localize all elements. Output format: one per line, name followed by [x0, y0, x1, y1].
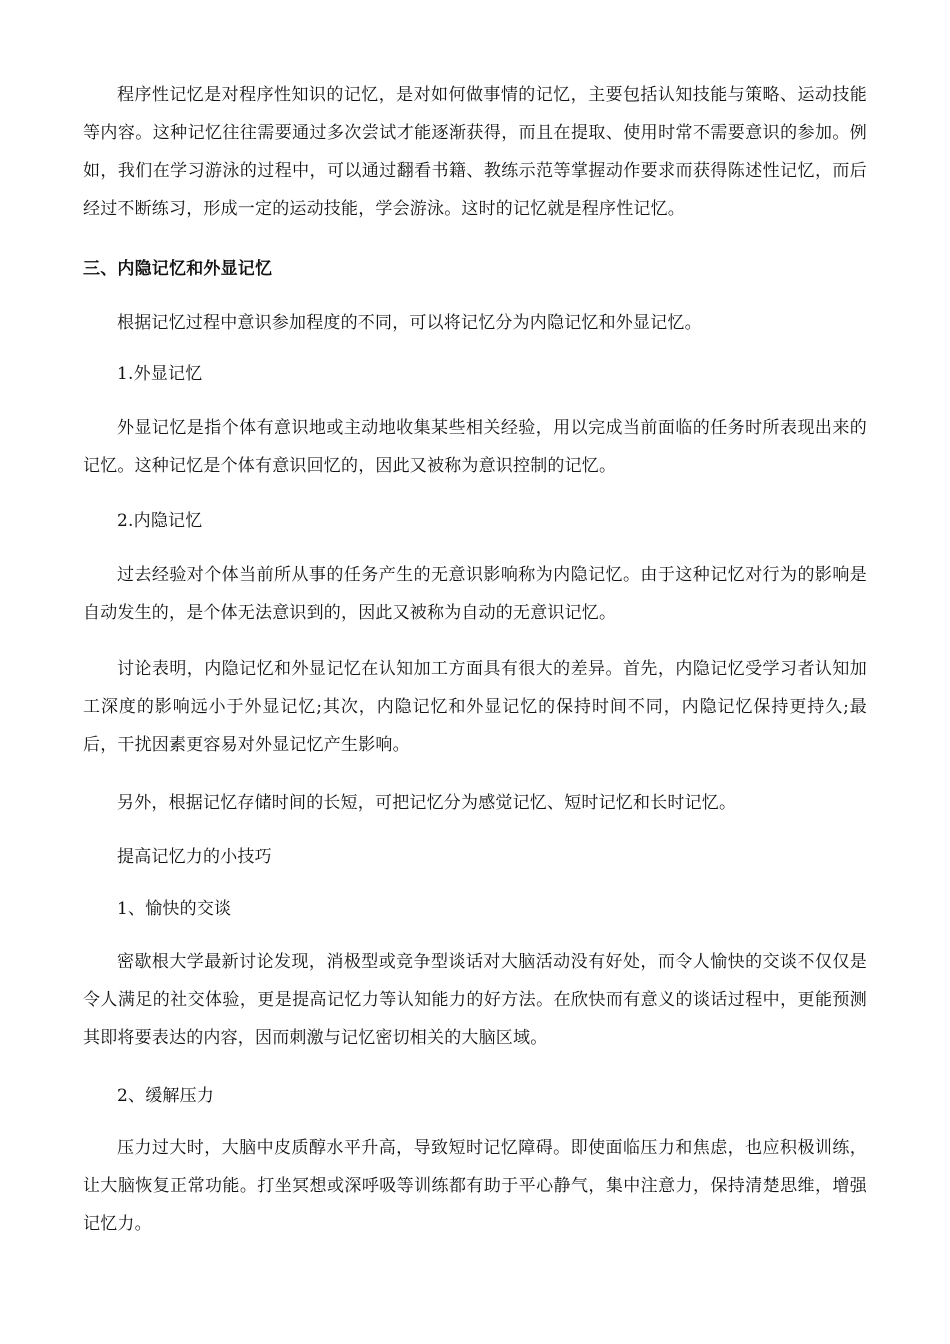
subheading-explicit-memory: 1.外显记忆 [117, 364, 203, 384]
paragraph-procedural-memory: 程序性记忆是对程序性知识的记忆，是对如何做事情的记忆，主要包括认知技能与策略、运动技能等内容。这种记忆往往需要通过多次尝试才能逐渐获得，而且在提取、使用时常不需要意识的参加。例如，我们在学习游泳的过程中，可以通过翻看书籍、教练示范等掌握动作要求而获得陈述性记忆，而后经过不断练习，形成一定的运动技能，学会游泳。这时的记忆就是程序性记忆。 [83, 85, 867, 219]
paragraph-storage-duration: 另外，根据记忆存储时间的长短，可把记忆分为感觉记忆、短时记忆和长时记忆。 [117, 793, 737, 813]
paragraph-tip-relieve-stress: 压力过大时，大脑中皮质醇水平升高，导致短时记忆障碍。即使面临压力和焦虑，也应积极训练，让大脑恢复正常功能。打坐冥想或深呼吸等训练都有助于平心静气，集中注意力，保持清楚思维，增强记忆力。 [83, 1138, 867, 1234]
section-heading-implicit-explicit-memory: 三、内隐记忆和外显记忆 [83, 259, 273, 279]
subheading-implicit-memory: 2.内隐记忆 [117, 511, 203, 531]
paragraph-tip-pleasant-conversation: 密歇根大学最新讨论发现，消极型或竞争型谈话对大脑活动没有好处，而令人愉快的交谈不仅仅是令人满足的社交体验，更是提高记忆力等认知能力的好方法。在欣快而有意义的谈话过程中，更能预测其即将要表达的内容，因而刺激与记忆密切相关的大脑区域。 [83, 952, 867, 1048]
paragraph-explicit-memory: 外显记忆是指个体有意识地或主动地收集某些相关经验，用以完成当前面临的任务时所表现出来的记忆。这种记忆是个体有意识回忆的，因此又被称为意识控制的记忆。 [83, 418, 867, 476]
subheading-tip-relieve-stress: 2、缓解压力 [117, 1086, 215, 1106]
paragraph-classification-intro: 根据记忆过程中意识参加程度的不同，可以将记忆分为内隐记忆和外显记忆。 [117, 313, 702, 333]
subheading-tip-pleasant-conversation: 1、愉快的交谈 [117, 899, 232, 919]
subheading-memory-tips: 提高记忆力的小技巧 [117, 847, 272, 867]
paragraph-implicit-memory: 过去经验对个体当前所从事的任务产生的无意识影响称为内隐记忆。由于这种记忆对行为的影响是自动发生的，是个体无法意识到的，因此又被称为自动的无意识记忆。 [83, 565, 867, 623]
paragraph-research-differences: 讨论表明，内隐记忆和外显记忆在认知加工方面具有很大的差异。首先，内隐记忆受学习者认知加工深度的影响远小于外显记忆;其次，内隐记忆和外显记忆的保持时间不同，内隐记忆保持更持久;最后，干扰因素更容易对外显记忆产生影响。 [83, 659, 867, 755]
